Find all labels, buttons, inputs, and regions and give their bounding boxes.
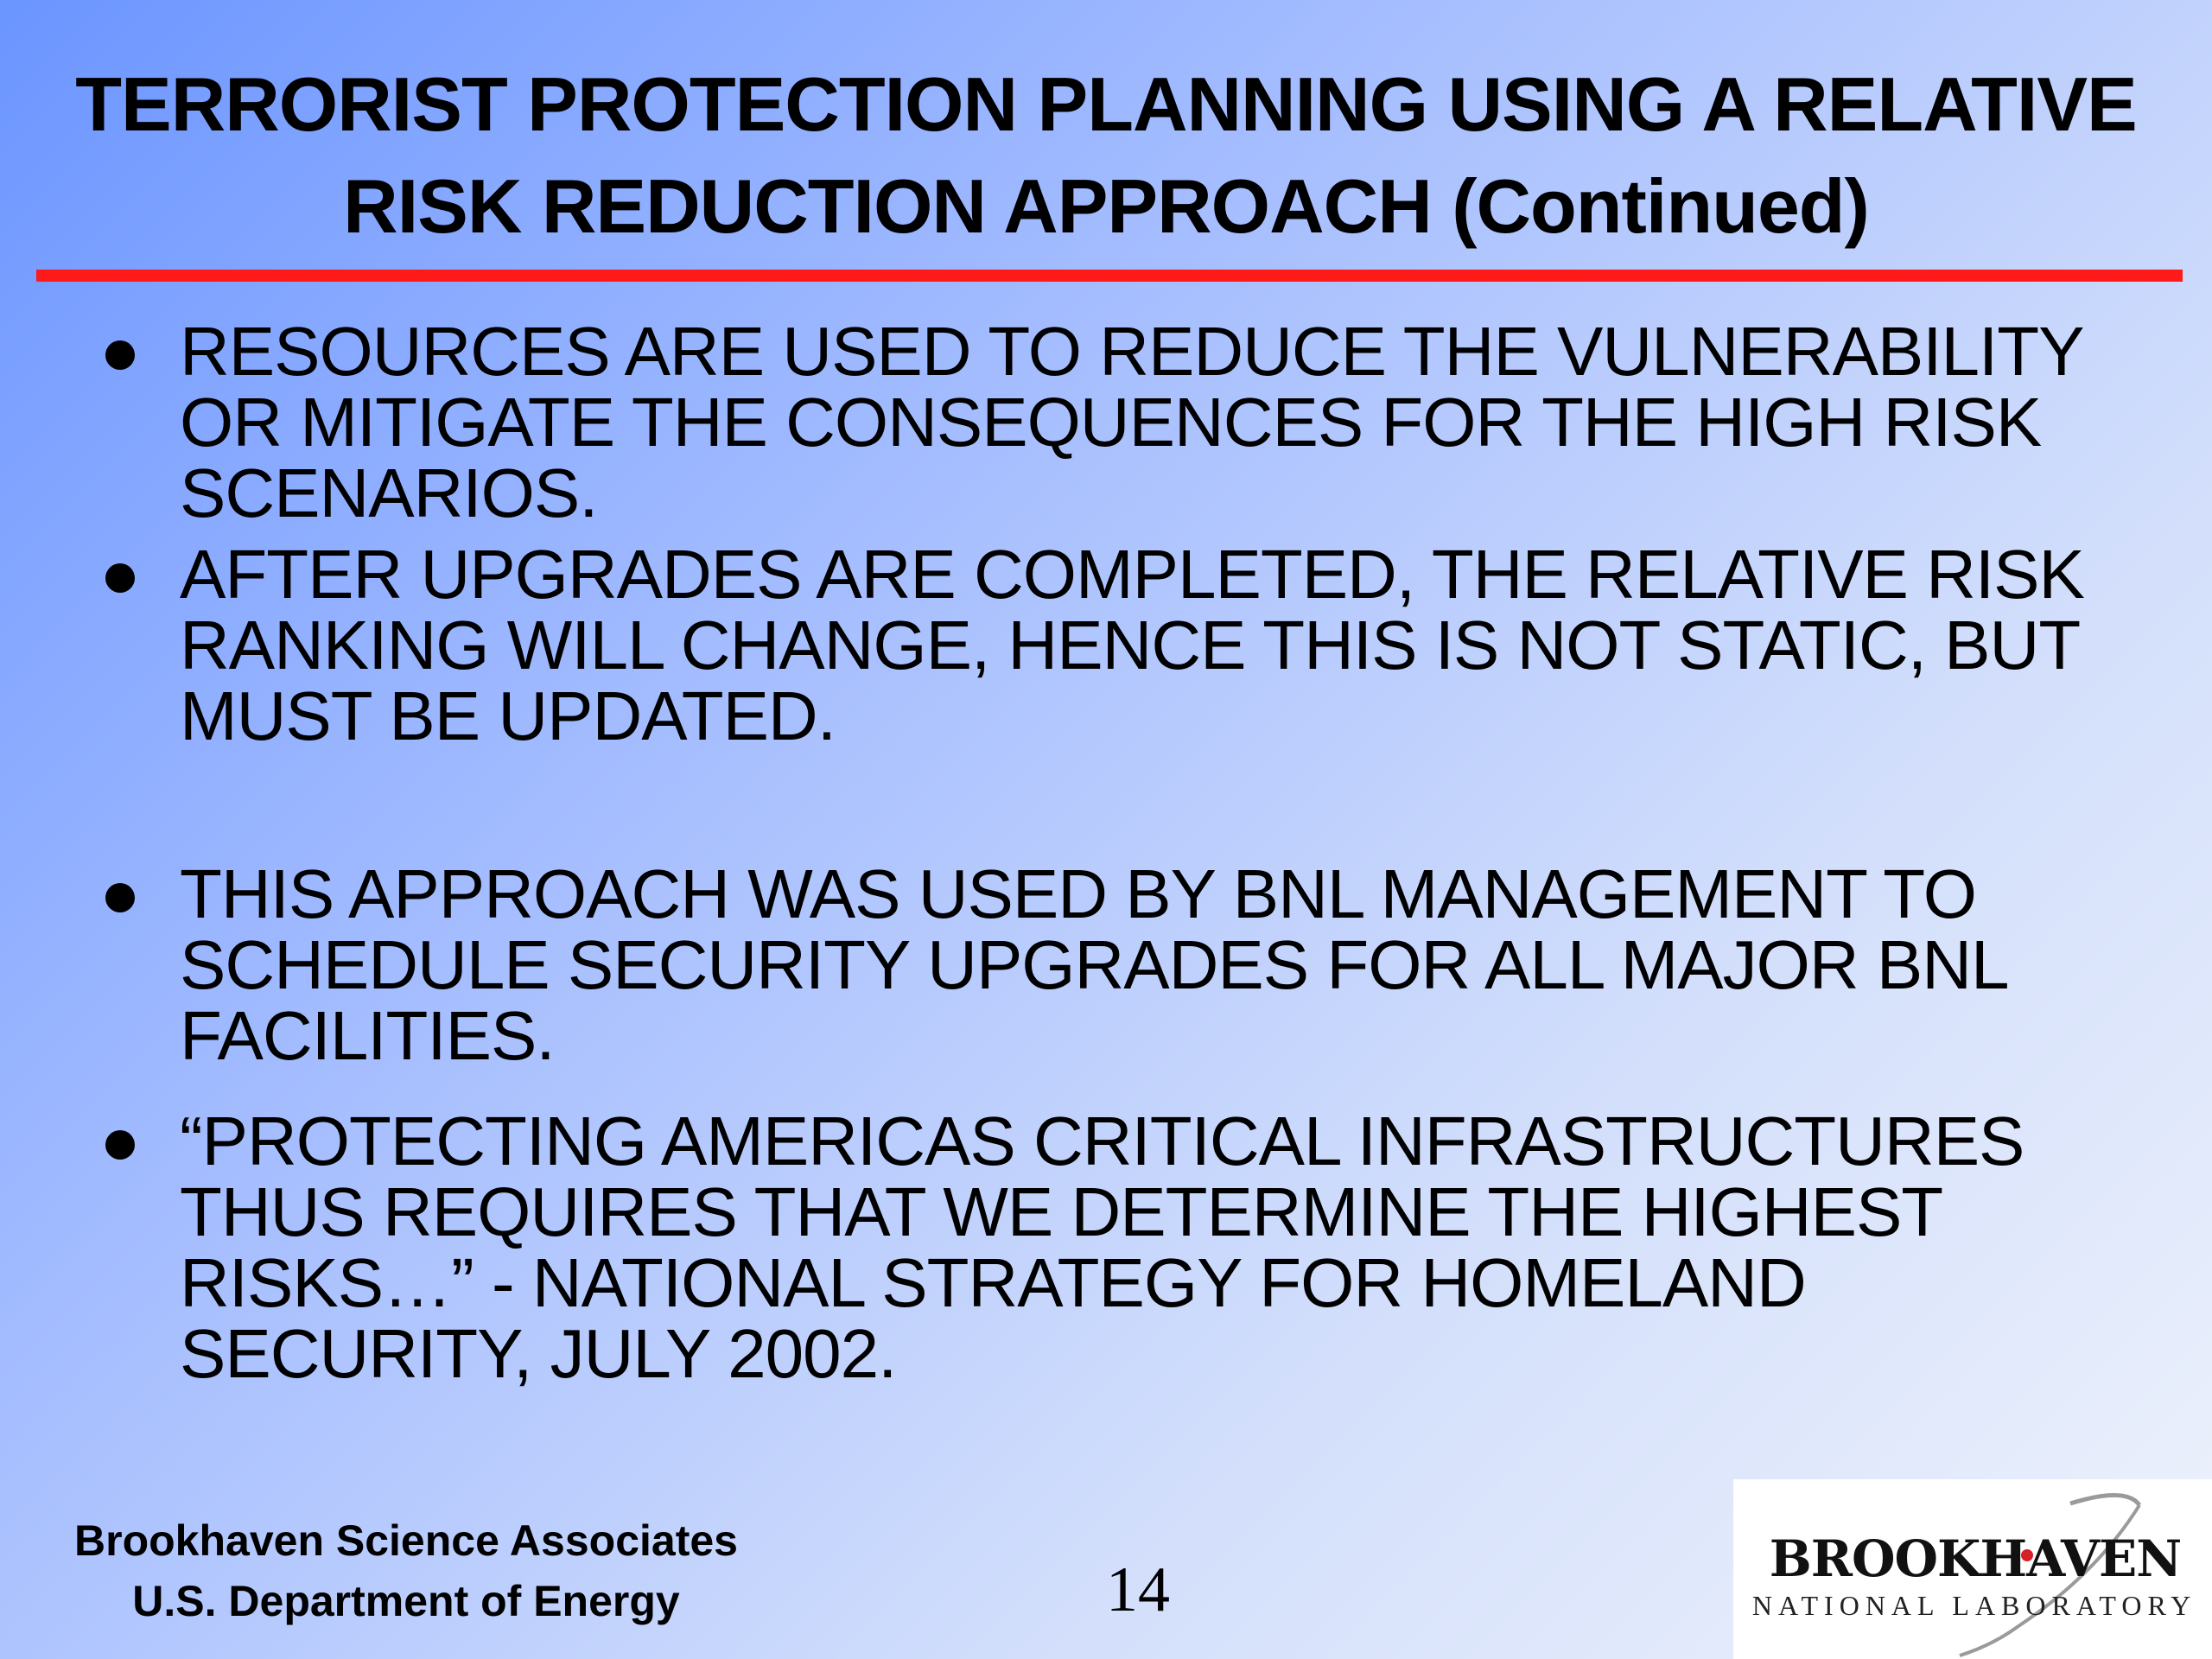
bullet-text: RESOURCES ARE USED TO REDUCE THE VULNERABILITY OR MITIGATE THE CONSEQUENCES FOR THE HIGH RISK SCENARIOS.	[180, 313, 2083, 531]
bullet-text: AFTER UPGRADES ARE COMPLETED, THE RELATIVE RISK RANKING WILL CHANGE, HENCE THIS IS NOT STATIC, BUT MUST BE UPDATED.	[180, 536, 2084, 754]
bullet-dot-icon	[105, 883, 135, 912]
footer-organization	[69, 1510, 743, 1631]
bullet-dot-icon	[105, 1130, 135, 1160]
bullet-text: THIS APPROACH WAS USED BY BNL MANAGEMENT TO SCHEDULE SECURITY UPGRADES FOR ALL MAJOR BNL FACILITIES.	[180, 855, 2006, 1074]
logo-name: BROOKHAVEN	[1769, 1529, 2182, 1588]
bullet-dot-icon	[105, 340, 135, 370]
footer-org-line-2: U.S. Department of Energy	[132, 1577, 680, 1625]
bullet-text: “PROTECTING AMERICAS CRITICAL INFRASTRUCTURES THUS REQUIRES THAT WE DETERMINE THE HIGHEST RISKS…” - NATIONAL STRATEGY FOR HOMELAND SECURITY, JULY 2002.	[180, 1103, 2024, 1392]
title-line-1: TERRORIST PROTECTION PLANNING USING A RELATIVE	[75, 61, 2137, 147]
brookhaven-logo	[1733, 1479, 2212, 1659]
bullet-item	[102, 1103, 2141, 1392]
page-number: 14	[1106, 1554, 1170, 1625]
logo-subtitle: NATIONAL LABORATORY	[1751, 1590, 2197, 1621]
footer-org-line-1: Brookhaven Science Associates	[74, 1516, 738, 1565]
bullet-item	[102, 536, 2141, 754]
bullet-dot-icon	[105, 563, 135, 593]
bullet-item	[102, 855, 2141, 1074]
title-line-2: RISK REDUCTION APPROACH (Continued)	[343, 163, 1869, 249]
bullet-item	[102, 313, 2141, 531]
